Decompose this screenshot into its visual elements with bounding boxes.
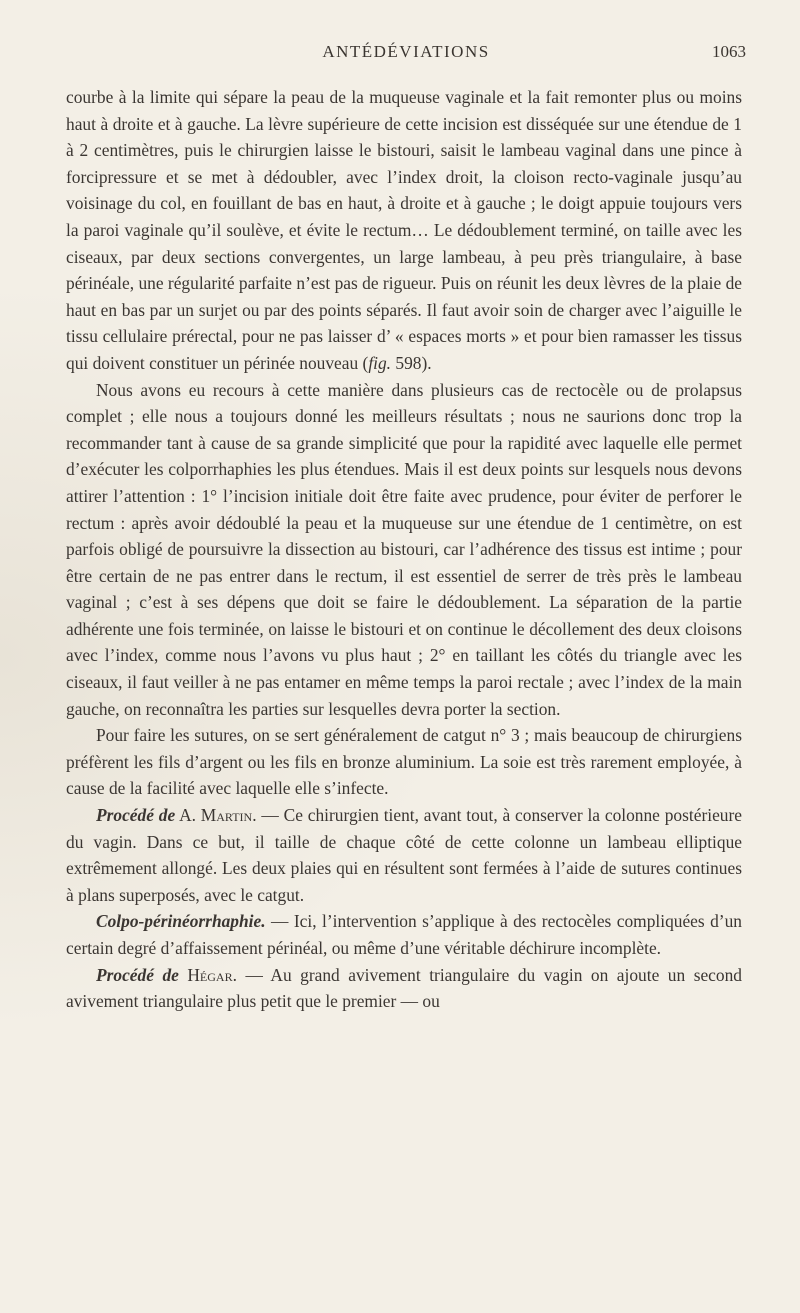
procedure-martin-title: Procédé de [96, 805, 176, 826]
figure-reference: fig. [368, 352, 392, 373]
paragraph-hegar [66, 962, 742, 1015]
body-text [66, 84, 742, 1015]
author-martin: Martin [200, 805, 253, 826]
author-initial: A. [179, 805, 201, 826]
colpo-text: — Ici, l’intervention s’applique à des rectocèles compliquées d’un certain degré d’affaissement périnéal, ou même d’une véritable déchirure incomplète. [66, 911, 742, 958]
paragraph-martin [66, 802, 742, 908]
procedure-hegar-text: . — Au grand avivement triangulaire du vagin on ajoute un second avivement triangulaire plus petit que le premier — ou [66, 964, 742, 1012]
paragraph-1-end: 598). [391, 352, 432, 373]
paragraph-1-text: courbe à la limite qui sépare la peau de la muqueuse vaginale et la fait remonter plus ou moins haut à droite et à gauche. La lèvre supérieure de cette incision est disséquée sur une étendue de 1 à 2 centimètres, puis le chirurgien laisse le bistouri, saisit le lambeau vaginal dans une pince à forcipressure et se met à dédoubler, avec l’index droit, la cloison recto-vaginale jusqu’au voisinage du col, en fouillant de bas en haut, à droite et à gauche ; le doigt appuie toujours vers la paroi vaginale qu’il soulève, et évite le rectum… Le dédoublement terminé, on taille avec les ciseaux, par deux sections convergentes, un large lambeau, à peu près triangulaire, à base périnéale, une régularité parfaite n’est pas de rigueur. Puis on réunit les deux lèvres de la plaie de haut en bas par un surjet ou par des points séparés. Il faut avoir soin de charger avec l’aiguille le tissu cellulaire prérectal, pour ne pas laisser d’ « espaces morts » et pour bien ramasser les tissus qui doivent constituer un périnée nouveau ( [66, 87, 742, 373]
running-title: ANTÉDÉVIATIONS [322, 42, 490, 61]
author-hegar: Hégar [187, 964, 233, 985]
paragraph-3: Pour faire les sutures, on se sert généralement de catgut n° 3 ; mais beaucoup de chirurgiens préfèrent les fils d’argent ou les fils en bronze aluminium. La soie est très rarement employée, à cause de la facilité avec laquelle elle s’infecte. [66, 725, 742, 799]
procedure-martin-text: . — Ce chirurgien tient, avant tout, à conserver la colonne postérieure du vagin. Dans ce but, il taille de chaque côté de cette colonne un lambeau elliptique extrêmement allongé. Les deux plaies qui en résultent sont fermées à l’aide de sutures continues à plans superposés, avec le catgut. [66, 805, 742, 905]
paragraph-2: Nous avons eu recours à cette manière dans plusieurs cas de rectocèle ou de prolapsus complet ; elle nous a toujours donné les meilleurs résultats ; nous ne saurions donc trop la recommander tant à cause de sa grande simplicité que pour la rapidité avec laquelle elle permet d’exécuter les colporrhaphies les plus étendues. Mais il est deux points sur lesquels nous devons attirer l’attention : 1° l’incision initiale doit être faite avec prudence, pour éviter de perforer le rectum : après avoir dédoublé la peau et la muqueuse sur une étendue de 1 centimètre, on est parfois obligé de poursuivre la dissection au bistouri, car l’adhérence des tissus est intime ; pour être certain de ne pas entrer dans le rectum, il est essentiel de serrer de très près le lambeau vaginal ; c’est à ses dépens que doit se faire le dédoublement. La séparation de la partie adhérente une fois terminée, on laisse le bistouri et on continue le décollement des deux cloisons avec l’index, comme nous l’avons vu plus haut ; 2° en taillant les côtés du triangle avec les ciseaux, il faut veiller à ne pas entamer en même temps la paroi rectale ; avec l’index de la main gauche, on reconnaîtra les parties sur lesquelles devra porter la section. [66, 379, 742, 719]
procedure-hegar-title: Procédé de [96, 964, 179, 985]
paragraph-colpo [66, 908, 742, 961]
page-number: 1063 [712, 42, 746, 61]
page-header [66, 42, 746, 68]
colpo-title: Colpo-périnéorrhaphie. [96, 911, 266, 932]
paragraph-1 [66, 84, 742, 377]
